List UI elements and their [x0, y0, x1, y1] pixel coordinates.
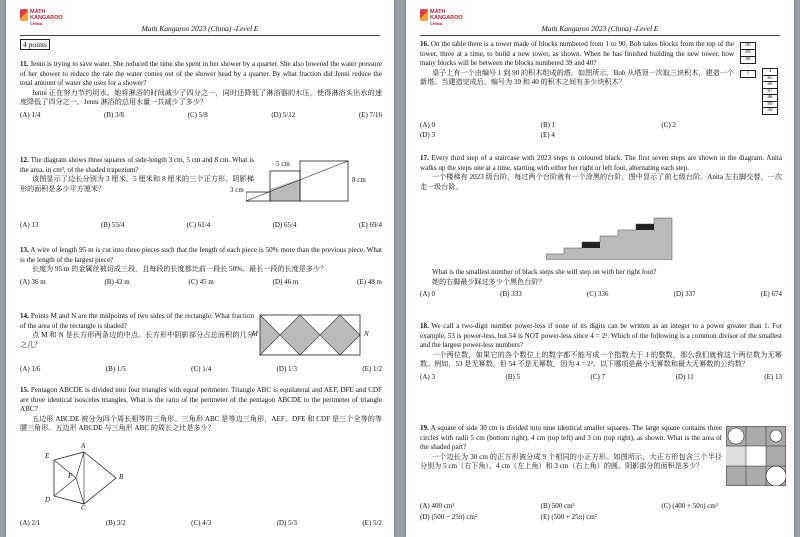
question-text-zh: 一个两位数，如果它的各个数位上的数字都不能写成一个指数大于 1 的整数，那么我们就称这个两位数为无幂数。例如，53 是无幂数，但 54 不是无幂数，因为 4 = 2²。以下哪项是最小无幂数和最大无幂数的公约数？	[420, 350, 782, 369]
label-f: F	[68, 472, 73, 480]
tower-original: 90 89 88 ⋮ 1	[740, 42, 756, 78]
option-a[interactable]: (A) 0	[420, 121, 435, 129]
option-b[interactable]: (B) 3/2	[105, 519, 126, 527]
staircase-figure	[546, 212, 676, 260]
question-17-ask	[420, 268, 782, 300]
label-m: M	[252, 330, 258, 338]
question-text-en: The diagram shows three squares of side-length 3 cm, 5 cm and 8 cm. What is the area, in cm², of the shaded trapezium?	[20, 156, 254, 174]
option-d[interactable]: (D) (500 − 25π) cm²	[420, 513, 478, 521]
question-text-zh: 五边形 ABCDE 被分为四个周长相等的三角形。三角形 ABC 是等边三角形，AEF、DFE 和 CDF 是三个全等的等腰三角形。五边形 ABCDE 与三角形 ABC 的周长之比是多少？	[20, 414, 382, 433]
question-15: 15. Pentagon ABCDE is divided into four triangles with equal perimeter. Triangle ABC is equilateral and AEF, DFE and CDF are three identical isosceles triangles. What is the ratio of the perimeter of the pentagon ABCDE to the perimeter of triangle ABC? 五边形 ABCDE 被分为四个周长相等的三角形。三角形 ABC 是等边三角形，AEF、DFE 和 CDF 是三个全等的等腰三角形。五边形 ABCDE 与三角形 ABC 的周长之比是多少？	[20, 386, 382, 433]
option-a[interactable]: (A) 13	[20, 221, 39, 229]
option-c[interactable]: (C) 2	[661, 121, 676, 129]
answer-options	[420, 290, 782, 300]
question-text-en-2: What is the smallest number of black steps she will step on with her right foot?	[432, 268, 657, 276]
option-c[interactable]: (C) 4/3	[191, 519, 212, 527]
option-d[interactable]: (D) 5/12	[271, 110, 296, 119]
question-17: 17. Every third step of a staircase with 2023 steps is coloured black. The first seven steps are shown in the diagram. Anita walks up the steps one at a time, starting with either her right or left foot, alternating each step. 一个楼梯有 2023 级台阶，每过两个台阶就有一个涂黑的台阶，图中显示了前七级台阶。Anita 左右脚交替，一次走一级台阶。	[420, 154, 782, 191]
label-e: E	[45, 452, 50, 460]
nine-squares-figure	[726, 426, 786, 486]
page-header: Math Kangaroo 2023 (China) -Level E	[420, 24, 780, 36]
question-19-options	[420, 498, 782, 523]
option-d[interactable]: (D) 3	[420, 130, 435, 139]
option-e[interactable]: (E) 13	[764, 372, 782, 381]
option-b[interactable]: (B) 42 m	[104, 277, 130, 286]
option-c[interactable]: (C) 7	[590, 372, 606, 381]
question-16-options	[420, 118, 782, 140]
question-text-en: We call a two-digit number power-less if none of its digits can be written as an integer to a power greater than 1. For example, 53 is power-less, but 54 is NOT power-less since 4 = 2². Which of the following is a common divisor of the smallest and the largest power-less numbers?	[420, 322, 782, 350]
question-text-en: A square of side 30 cm is divided into nine identical smaller squares. The large square contains three circles with radii 5 cm (bottom right), 4 cm (top left) and 3 cm (top right), as shown. What is the area of the shaded part?	[420, 424, 722, 452]
question-12-options	[20, 218, 382, 231]
option-a[interactable]: (A) 3	[420, 372, 435, 381]
label-8cm: 8 cm	[352, 176, 366, 184]
question-12: 12. The diagram shows three squares of side-length 3 cm, 5 cm and 8 cm. What is the area, in cm², of the shaded trapezium? 该图显示了边长分别为 3 厘米、5 厘米和 8 厘米的三个正方形。阴影梯形的面积是多少平方厘米？	[20, 156, 254, 193]
question-text-zh: 一个边长为 30 cm 的正方形被分成 9 个相同的小正方形。如图所示，大正方形包含三个半径分别为 5 cm（右下角）、4 cm（左上角）和 3 cm（右上角）的圆。阴影部分的面积是多少？	[420, 452, 722, 471]
left-page	[6, 0, 394, 537]
label-b: B	[119, 473, 124, 481]
question-text-zh: Jenni 正在努力节约用水。她将淋浴的时间减少了四分之一，同时还降低了淋浴器的水压，使得淋浴头出水的速度降低了四分之一。Jenni 淋浴的总用水量一共减少了多少？	[20, 88, 382, 107]
option-e[interactable]: (E) 4	[540, 130, 555, 139]
answer-options	[20, 278, 382, 288]
option-d[interactable]: (D) 65/4	[272, 221, 297, 229]
question-19: 19. A square of side 30 cm is divided into nine identical smaller squares. The large square contains three circles with radii 5 cm (bottom right), 4 cm (top left) and 3 cm (top right), as shown. What is the area of the shaded part? 一个边长为 30 cm 的正方形被分成 9 个相同的小正方形。如图所示，大正方形包含三个半径分别为 5 cm（右下角）、4 cm（左上角）和 3 cm（右上角）的圆。阴影部分的面积是多少？	[420, 424, 722, 471]
option-b[interactable]: (B) 1/5	[105, 365, 126, 373]
question-text-zh: 点 M 和 N 是长方形两条边的中点。长方形中阴影部分占总面积的几分之几？	[20, 331, 254, 349]
option-a[interactable]: (A) 400 cm²	[420, 502, 455, 510]
question-text-en: Points M and N are the midpoints of two sides of the rectangle. What fraction of the area of the rectangle is shaded?	[20, 312, 254, 330]
question-text-zh: 桌子上有一个由编号 1 到 90 的积木组成的塔。如图所示，Bob 从塔顶一次取三块积木，建造一个新塔。当建造完成后，编号为 39 和 40 的积木之间有多少块积木？	[420, 68, 734, 87]
question-18: 18. We call a two-digit number power-less if none of its digits can be written as an integer to a power greater than 1. For example, 53 is power-less, but 54 is NOT power-less since 4 = 2². Which of the following is a common divisor of the smallest and the largest power-less numbers? 一个两位数，如果它的各个数位上的数字都不能写成一个指数大于 1 的整数，那么我们就称这个两位数为无幂数。例如，53 是无幂数，但 54 不是无幂数，因为 4 = 2²。以下哪项是最小无幂数和最大无幂数的公约数？ (A) 3 (B) 5 (C) 7 (D) 11 (E) 13	[420, 322, 782, 381]
kangaroo-logo-icon	[20, 9, 28, 21]
math-kangaroo-logo: MATH KANGAROO CHINA	[420, 9, 463, 27]
question-11: 11. Jenni is trying to save water. She reduced the time she spent in her shower by a quarter. She also lowered the water pressure of her shower to reduce the rate the water comes out of the shower head by a quarter. By what fraction did Jenni reduce the total amount of water she uses for a shower? Jenni 正在努力节约用水。她将淋浴的时间减少了四分之一，同时还降低了淋浴器的水压，使得淋浴头出水的速度降低了四分之一。Jenni 淋浴的总用水量一共减少了多少？ (A) 1/4 (B) 3/8 (C) 5/8 (D) 5/12 (E) 7/16	[20, 60, 382, 119]
option-a[interactable]: (A) 1/4	[20, 110, 41, 119]
question-text-zh: 一个楼梯有 2023 级台阶，每过两个台阶就有一个涂黑的台阶，图中显示了前七级台阶。Anita 左右脚交替，一次走一级台阶。	[420, 173, 782, 191]
option-c[interactable]: (C) 1/4	[191, 365, 212, 373]
option-a[interactable]: (A) 0	[420, 290, 435, 299]
option-d[interactable]: (D) 1/3	[276, 365, 297, 373]
option-d[interactable]: (D) 11	[675, 372, 694, 381]
option-a[interactable]: (A) 1/6	[20, 365, 41, 373]
question-15-options	[20, 516, 382, 529]
block-towers-figure	[740, 42, 784, 113]
question-text-en: A wire of length 95 m is cut into three pieces such that the length of each piece is 50% more than the previous piece. What is the length of the largest piece?	[20, 246, 383, 264]
option-b[interactable]: (B) 55/4	[100, 221, 125, 229]
option-c[interactable]: (C) 45 m	[188, 277, 214, 286]
option-c[interactable]: (C) 336	[586, 290, 609, 299]
option-b[interactable]: (B) 333	[500, 290, 522, 299]
option-b[interactable]: (B) 1	[540, 121, 556, 129]
option-e[interactable]: (E) 48 m	[357, 277, 382, 286]
answer-options	[20, 111, 382, 121]
answer-options	[420, 373, 782, 383]
question-13: 13. A wire of length 95 m is cut into three pieces such that the length of each piece is 50% more than the previous piece. What is the length of the largest piece? 长度为 95 m 的金属丝被切成三段，且每段的长度都比前一段长 50%。最长一段的长度是多少？ (A) 36 m (B) 42 m (C) 45 m (D) 46 m (E) 48 m	[20, 246, 383, 286]
option-e[interactable]: (E) 69/4	[358, 221, 382, 229]
option-e[interactable]: (E) (500 + 25π) cm²	[540, 513, 597, 521]
option-a[interactable]: (A) 36 m	[20, 277, 46, 286]
label-c: C	[81, 504, 86, 512]
question-text-en: On the table there is a tower made of blocks numbered from 1 to 90. Bob takes blocks from the top of the tower, three at a time, to build a new tower, as shown. When he has finished building the new tower, how many blocks will be between the blocks numbered 39 and 40?	[420, 40, 734, 68]
question-text-en: Jenni is trying to save water. She reduced the time she spent in her shower by a quarter. She also lowered the water pressure of her shower to reduce the rate the water comes out of the shower head by a quarter. By what fraction did Jenni reduce the total amount of water she uses for a shower?	[20, 60, 382, 88]
question-14: 14. Points M and N are the midpoints of two sides of the rectangle. What fraction of the area of the rectangle is shaded? 点 M 和 N 是长方形两条边的中点。长方形中阴影部分占总面积的几分之几？	[20, 312, 254, 349]
right-page	[406, 0, 794, 537]
kangaroo-logo-icon	[420, 9, 428, 21]
label-3cm: 3 cm	[230, 186, 244, 194]
question-text-zh: 该图显示了边长分别为 3 厘米、5 厘米和 8 厘米的三个正方形。阴影梯形的面积是多少平方厘米？	[20, 175, 254, 193]
option-b[interactable]: (B) 500 cm²	[540, 502, 575, 510]
option-b[interactable]: (B) 3/8	[104, 110, 125, 119]
question-text-zh-2: 她的右脚最少踩过多少个黑色台阶？	[432, 277, 546, 286]
circles-grid-diagram	[726, 426, 786, 486]
option-b[interactable]: (B) 5	[505, 372, 521, 381]
pentagon-figure	[45, 442, 136, 512]
staircase-diagram	[546, 212, 676, 260]
option-e[interactable]: (E) 5/2	[362, 519, 382, 527]
question-14-options	[20, 362, 382, 375]
option-c[interactable]: (C) (400 + 50π) cm²	[661, 502, 718, 510]
rectangle-diagram	[250, 312, 380, 358]
page-header: Math Kangaroo 2023 (China) -Level E	[20, 24, 380, 36]
question-16: 16. On the table there is a tower made of blocks numbered from 1 to 90. Bob takes blocks from the top of the tower, three at a time, to build a new tower, as shown. When he has finished building the new tower, how many blocks will be between the blocks numbered 39 and 40? 桌子上有一个由编号 1 到 90 的积木组成的塔。如图所示，Bob 从塔顶一次取三块积木，建造一个新塔。当建造完成后，编号为 39 和 40 的积木之间有多少块积木？	[420, 40, 734, 87]
tower-new: 4 85 86 87 88 89 90	[762, 68, 778, 115]
label-5cm: 5 cm	[276, 160, 290, 168]
math-kangaroo-logo: MATH KANGAROO CHINA	[20, 9, 63, 27]
option-a[interactable]: (A) 2/1	[20, 519, 41, 527]
option-d[interactable]: (D) 5/3	[276, 519, 297, 527]
option-c[interactable]: (C) 5/8	[187, 110, 208, 119]
rectangle-mn-figure	[250, 312, 380, 358]
squares-trapezium-figure	[230, 158, 386, 208]
label-n: N	[364, 330, 369, 338]
option-e[interactable]: (E) 674	[760, 290, 782, 299]
option-d[interactable]: (D) 337	[673, 290, 696, 299]
question-text-zh: 长度为 95 m 的金属丝被切成三段，且每段的长度都比前一段长 50%。最长一段的长度是多少？	[32, 265, 328, 274]
option-d[interactable]: (D) 46 m	[272, 277, 299, 286]
label-a: A	[81, 442, 86, 450]
option-c[interactable]: (C) 61/4	[186, 221, 211, 229]
option-e[interactable]: (E) 7/16	[358, 110, 382, 119]
points-badge: 4 points	[20, 39, 50, 50]
question-text-en: Every third step of a staircase with 2023 steps is coloured black. The first seven steps are shown in the diagram. Anita walks up the steps one at a time, starting with either her right or left foot, alternating each step.	[420, 154, 782, 172]
label-d: D	[45, 496, 51, 504]
question-text-en: Pentagon ABCDE is divided into four triangles with equal perimeter. Triangle ABC is equilateral and AEF, DFE and CDF are three identical isosceles triangles. What is the ratio of the perimeter of the pentagon ABCDE to the perimeter of triangle ABC?	[20, 386, 382, 414]
option-e[interactable]: (E) 1/2	[362, 365, 382, 373]
